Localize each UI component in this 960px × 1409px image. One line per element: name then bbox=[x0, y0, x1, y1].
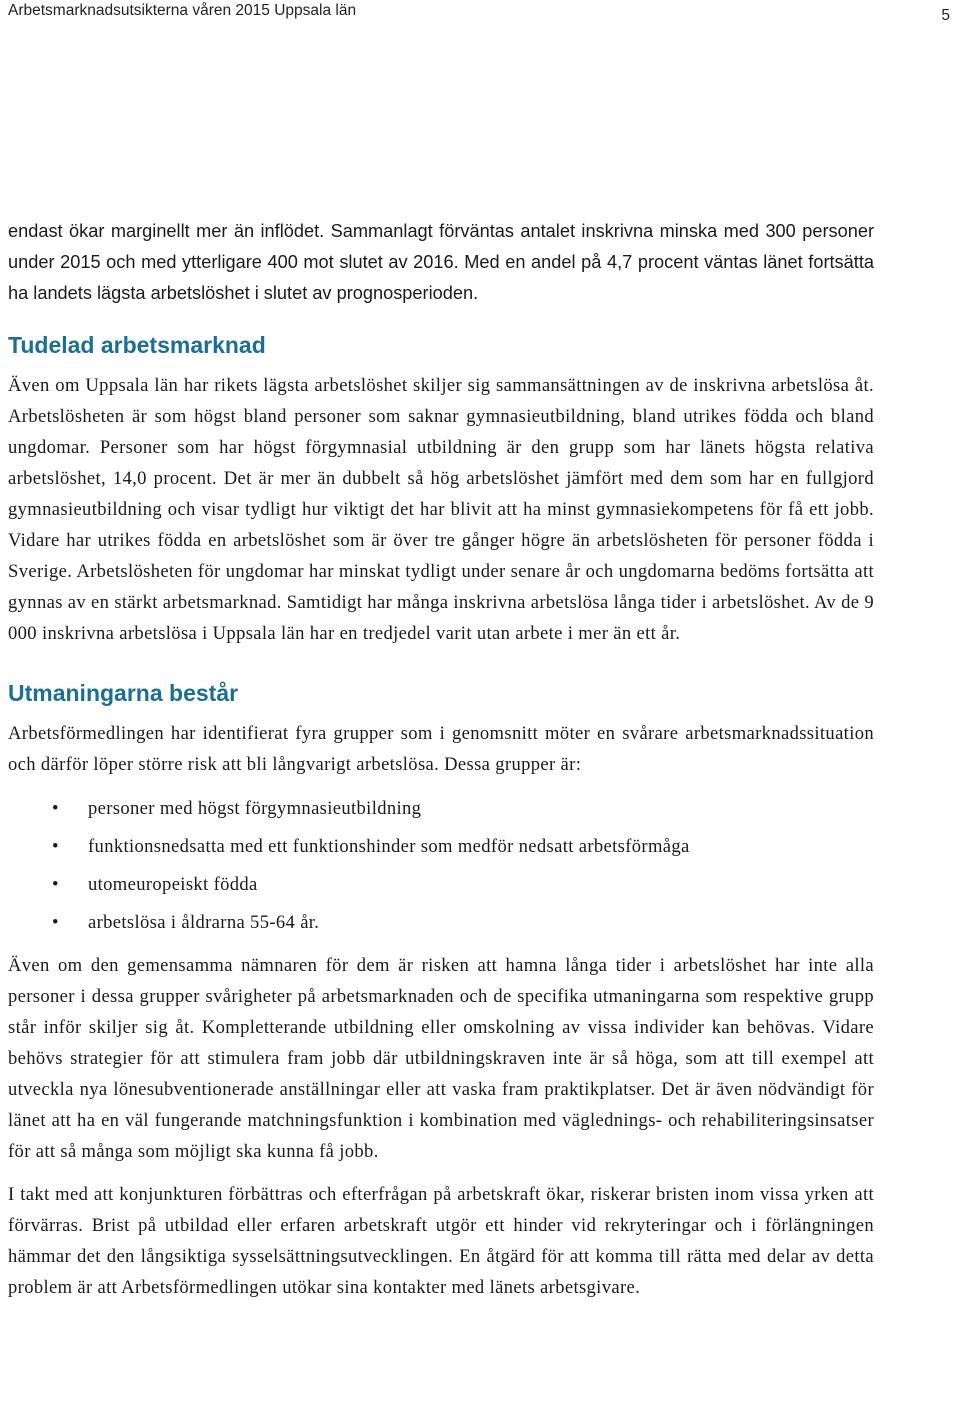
bullet-icon: • bbox=[52, 798, 59, 819]
list-item bbox=[8, 790, 874, 828]
list-item-text: funktionsnedsatta med ett funktionshinder som medför nedsatt arbetsförmåga bbox=[88, 836, 690, 857]
bullet-icon: • bbox=[52, 836, 59, 857]
bullet-icon: • bbox=[52, 912, 59, 933]
intro-paragraph: endast ökar marginellt mer än inflödet. Sammanlagt förväntas antalet inskrivna minska med 300 personer under 2015 och med ytterligare 400 mot slutet av 2016. Med en andel på 4,7 procent väntas länet fortsätta ha landets lägsta arbetslöshet i slutet av prognosperioden. bbox=[8, 221, 874, 303]
section2-paragraph-3: I takt med att konjunkturen förbättras och efterfrågan på arbetskraft ökar, riskerar bristen inom vissa yrken att förvärras. Brist på utbildad eller erfaren arbetskraft utgör ett hinder vid rekryteringar och i förlängningen hämmar det den långsiktiga sysselsättningsutvecklingen. En åtgärd för att komma till rätta med delar av detta problem är att Arbetsförmedlingen utökar sina kontakter med länets arbetsgivare. bbox=[8, 1184, 874, 1298]
list-item-text: utomeuropeiskt födda bbox=[88, 874, 258, 895]
list-item-text: personer med högst förgymnasieutbildning bbox=[88, 798, 422, 819]
section2-intro: Arbetsförmedlingen har identifierat fyra grupper som i genomsnitt möter en svårare arbetsmarknadssituation och därför löper större risk att bli långvarigt arbetslösa. Dessa grupper är: bbox=[8, 723, 874, 775]
section-heading-utmaningar: Utmaningarna består bbox=[8, 680, 239, 706]
page-header bbox=[8, 2, 950, 32]
list-item bbox=[8, 904, 874, 942]
document-title: Arbetsmarknadsutsikterna våren 2015 Uppsala län bbox=[8, 2, 357, 19]
page-number: 5 bbox=[941, 7, 950, 24]
risk-groups-list bbox=[8, 790, 874, 942]
list-item-text: arbetslösa i åldrarna 55-64 år. bbox=[88, 912, 320, 933]
list-item bbox=[8, 828, 874, 866]
section1-paragraph: Även om Uppsala län har rikets lägsta arbetslöshet skiljer sig sammansättningen av de inskrivna arbetslösa åt. Arbetslösheten är som högst bland personer som saknar gymnasieutbildning, bland utrikes födda och bland ungdomar. Personer som har högst förgymnasial utbildning är den grupp som har länets högsta relativa arbetslöshet, 14,0 procent. Det är mer än dubbelt så hög arbetslöshet jämfört med dem som har en fullgjord gymnasieutbildning och visar tydligt hur viktigt det har blivit att ha minst gymnasiekompetens för få ett jobb. Vidare har utrikes födda en arbetslöshet som är över tre gånger högre än arbetslösheten för personer födda i Sverige. Arbetslösheten för ungdomar har minskat tydligt under senare år och ungdomarna bedöms fortsätta att gynnas av en stärkt arbetsmarknad. Samtidigt har många inskrivna arbetslösa långa tider i arbetslöshet. Av de 9 000 inskrivna arbetslösa i Uppsala län har en tredjedel varit utan arbete i mer än ett år. bbox=[8, 375, 874, 644]
bullet-icon: • bbox=[52, 874, 59, 895]
section2-paragraph-2: Även om den gemensamma nämnaren för dem är risken att hamna långa tider i arbetslöshet har inte alla personer i dessa grupper svårigheter på arbetsmarknaden och de specifika utmaningarna som respektive grupp står inför skiljer sig åt. Kompletterande utbildning eller omskolning av vissa individer kan behövas. Vidare behövs strategier för att stimulera fram jobb där utbildningskraven inte är så höga, som att till exempel att utveckla nya lönesubventionerade anställningar eller att vaska fram praktikplatser. Det är även nödvändigt för länet att ha en väl fungerande matchningsfunktion i kombination med väglednings- och rehabiliteringsinsatser för att så många som möjligt ska kunna få jobb. bbox=[8, 955, 874, 1162]
list-item bbox=[8, 866, 874, 904]
section-heading-tudelad: Tudelad arbetsmarknad bbox=[8, 332, 266, 358]
document-body bbox=[8, 216, 874, 1303]
